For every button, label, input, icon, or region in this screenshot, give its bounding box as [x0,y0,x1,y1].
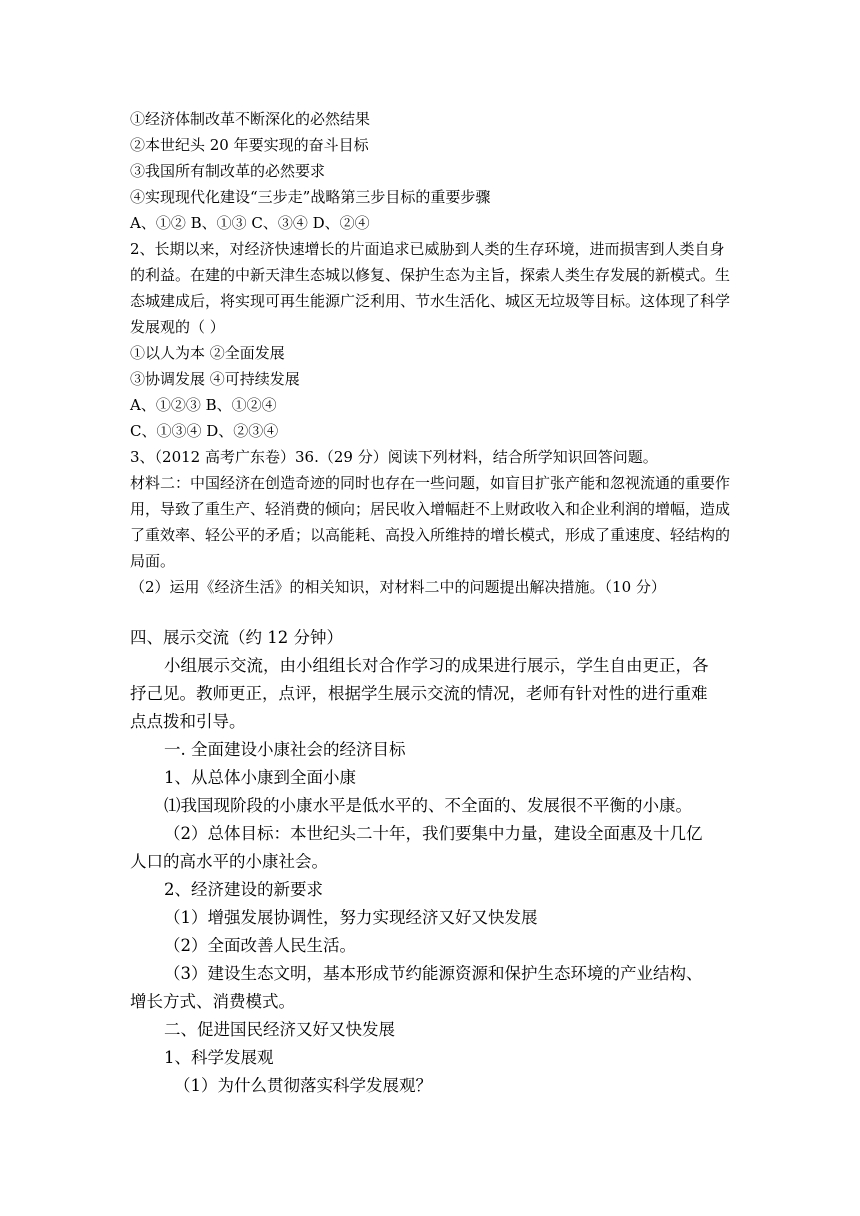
paragraph-line-2: 抒己见。教师更正，点评，根据学生展示交流的情况，老师有针对性的进行重难 [130,684,708,703]
item-1-2-3-line-1: （3）建设生态文明，基本形成节约能源资源和保护生态环境的产业结构、 [164,964,703,983]
q2-answer-line-1: A、①②③ B、①②④ [130,396,277,414]
question-2-line-1: 2、长期以来，对经济快速增长的片面追求已威胁到人类的生存环境，进而损害到人类自身 [130,240,725,258]
section-4-heading: 四、展示交流（约 12 分钟） [130,628,343,647]
option-line-1: ①经济体制改革不断深化的必然结果 [130,110,371,128]
item-2-1-1: （1）为什么贯彻落实科学发展观？ [174,1076,432,1095]
material-2-line-3: 了重效率、轻公平的矛盾；以高能耗、高投入所维持的增长模式，形成了重速度、轻结构的 [130,526,731,544]
q2-option-line-1: ①以人为本 ②全面发展 [130,344,285,362]
item-1-2-3-line-2: 增长方式、消费模式。 [130,992,295,1011]
paragraph-line-3: 点点拨和引导。 [130,712,246,731]
option-line-3: ③我国所有制改革的必然要求 [130,162,326,180]
subheading-1-1: 1、从总体小康到全面小康 [164,768,356,787]
item-1-1-2-line-2: 人口的高水平的小康社会。 [130,852,328,871]
item-1-2-1: （1）增强发展协调性，努力实现经济又好又快发展 [164,908,538,927]
question-3-heading: 3、（2012 高考广东卷）36.（29 分）阅读下列材料，结合所学知识回答问题。 [130,448,658,466]
q2-answer-line-2: C、①③④ D、②③④ [130,422,279,440]
material-2-line-2: 用，导致了重生产、轻消费的倾向；居民收入增幅赶不上财政收入和企业利润的增幅，造成 [130,500,731,518]
q2-option-line-2: ③协调发展 ④可持续发展 [130,370,300,388]
material-2-line-1: 材料二：中国经济在创造奇迹的同时也存在一些问题，如盲目扩张产能和忽视流通的重要作 [130,474,731,492]
question-2-line-4: 发展观的（ ） [130,318,225,336]
question-2-line-3: 态城建成后，将实现可再生能源广泛利用、节水生活化、城区无垃圾等目标。这体现了科学 [130,292,731,310]
option-line-2: ②本世纪头 20 年要实现的奋斗目标 [130,136,369,154]
heading-1: 一. 全面建设小康社会的经济目标 [164,740,406,759]
heading-2: 二、促进国民经济又好又快发展 [164,1020,395,1039]
item-1-2-2: （2）全面改善人民生活。 [164,936,356,955]
material-2-line-4: 局面。 [130,552,176,570]
answer-choices-q1: A、①② B、①③ C、③④ D、②④ [130,214,370,232]
item-1-1-2-line-1: （2）总体目标：本世纪头二十年，我们要集中力量，建设全面惠及十几亿 [164,824,703,843]
question-2-line-2: 的利益。在建的中新天津生态城以修复、保护生态为主旨，探索人类生存发展的新模式。生 [130,266,731,284]
option-line-4: ④实现现代化建设“三步走”战略第三步目标的重要步骤 [130,188,491,206]
subheading-2-1: 1、科学发展观 [164,1048,274,1067]
item-1-1-1: ⑴我国现阶段的小康水平是低水平的、不全面的、发展很不平衡的小康。 [164,796,692,815]
question-3-subquestion: （2）运用《经济生活》的相关知识，对材料二中的问题提出解决措施。（10 分） [130,578,666,596]
paragraph-line-1: 小组展示交流，由小组组长对合作学习的成果进行展示，学生自由更正，各 [164,656,709,675]
subheading-1-2: 2、经济建设的新要求 [164,880,323,899]
